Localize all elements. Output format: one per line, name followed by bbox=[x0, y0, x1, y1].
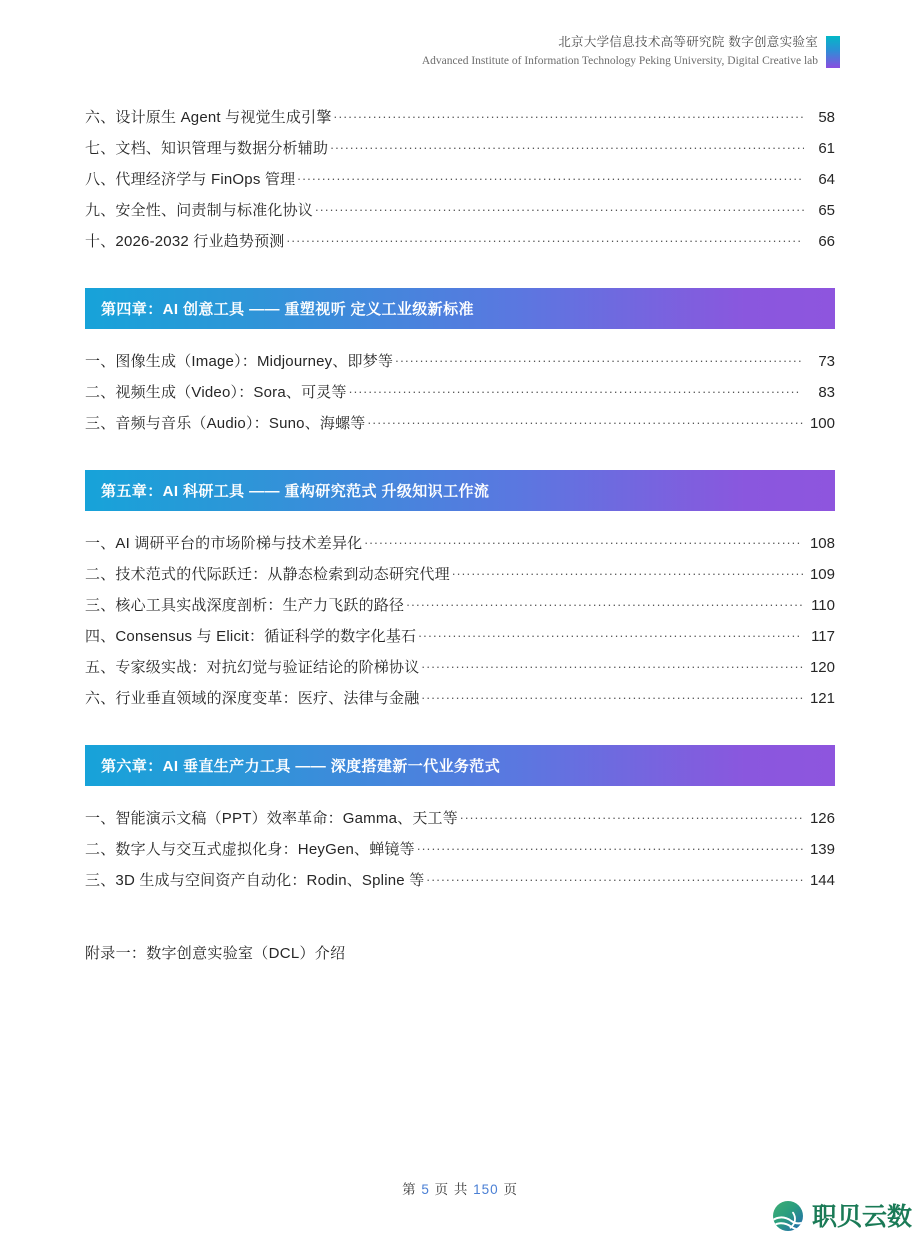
toc-row[interactable] bbox=[85, 350, 835, 381]
toc-row[interactable] bbox=[85, 625, 835, 656]
toc-leader-dots bbox=[368, 413, 805, 428]
toc-row[interactable] bbox=[85, 381, 835, 412]
page-header bbox=[80, 34, 840, 78]
toc-row[interactable] bbox=[85, 594, 835, 625]
toc-leader-dots bbox=[334, 107, 804, 122]
toc-entry-page: 108 bbox=[809, 535, 835, 552]
chapter-banner-6: 第六章：AI 垂直生产力工具 —— 深度搭建新一代业务范式 bbox=[85, 745, 835, 786]
page-footer bbox=[0, 1178, 920, 1198]
toc-entry-page: 110 bbox=[811, 597, 835, 614]
toc-row[interactable] bbox=[85, 838, 835, 869]
toc-row[interactable] bbox=[85, 106, 835, 137]
toc-leader-dots bbox=[421, 657, 804, 672]
zhibeiyunshu-circle-wave-icon bbox=[768, 1196, 808, 1236]
toc-entry-page: 58 bbox=[818, 109, 835, 126]
toc-leader-dots bbox=[418, 626, 801, 641]
spacer bbox=[85, 718, 835, 745]
toc-entry-page: 64 bbox=[818, 171, 835, 188]
spacer bbox=[85, 261, 835, 288]
toc-leader-dots bbox=[421, 688, 804, 703]
toc-leader-dots bbox=[452, 564, 804, 579]
toc-leader-dots bbox=[297, 169, 804, 184]
spacer bbox=[85, 443, 835, 470]
toc-row[interactable] bbox=[85, 656, 835, 687]
toc-entry-label: 八、代理经济学与 FinOps 管理 bbox=[85, 171, 296, 188]
chapter-banner-4: 第四章：AI 创意工具 —— 重塑视听 定义工业级新标准 bbox=[85, 288, 835, 329]
toc-entry-label: 九、安全性、问责制与标准化协议 bbox=[85, 202, 314, 219]
toc-row[interactable] bbox=[85, 137, 835, 168]
toc-entry-page: 100 bbox=[809, 415, 835, 432]
brand-name-label: 职贝云数 bbox=[811, 1201, 912, 1231]
toc-entry-label: 四、Consensus 与 Elicit：循证科学的数字化基石 bbox=[85, 628, 417, 645]
toc-leader-dots bbox=[315, 200, 804, 215]
toc-leader-dots bbox=[330, 138, 804, 153]
toc-leader-dots bbox=[417, 839, 804, 854]
toc-entry-label: 一、AI 调研平台的市场阶梯与技术差异化 bbox=[85, 535, 363, 552]
toc-leader-dots bbox=[460, 808, 804, 823]
toc-leader-dots bbox=[364, 533, 801, 548]
toc-entry-label: 六、设计原生 Agent 与视觉生成引擎 bbox=[85, 109, 332, 126]
toc-row[interactable] bbox=[85, 869, 835, 900]
brand-logo bbox=[768, 1196, 912, 1236]
toc-entry-label: 七、文档、知识管理与数据分析辅助 bbox=[85, 140, 329, 157]
toc-row[interactable] bbox=[85, 532, 835, 563]
toc-entry-label: 十、2026-2032 行业趋势预测 bbox=[85, 233, 285, 250]
toc-entry-label: 一、智能演示文稿（PPT）效率革命：Gamma、天工等 bbox=[85, 810, 458, 827]
toc-group-continued bbox=[85, 106, 835, 261]
toc-entry-label: 三、音频与音乐（Audio）：Suno、海螺等 bbox=[85, 415, 366, 432]
footer-prefix: 第 bbox=[402, 1182, 417, 1197]
toc-entry-label: 二、数字人与交互式虚拟化身：HeyGen、蝉镜等 bbox=[85, 841, 415, 858]
toc-entry-label: 三、3D 生成与空间资产自动化：Rodin、Spline 等 bbox=[85, 872, 425, 889]
toc-leader-dots bbox=[406, 595, 804, 610]
table-of-contents bbox=[85, 106, 835, 963]
toc-entry-label: 三、核心工具实战深度剖析：生产力飞跃的路径 bbox=[85, 597, 405, 614]
toc-entry-page: 83 bbox=[818, 384, 835, 401]
header-accent-bar bbox=[826, 36, 840, 68]
toc-row[interactable] bbox=[85, 412, 835, 443]
header-institution-en: Advanced Institute of Information Technology Peking University, Digital Creative lab bbox=[421, 55, 818, 67]
toc-entry-label: 五、专家级实战：对抗幻觉与验证结论的阶梯协议 bbox=[85, 659, 420, 676]
toc-group-chapter-6 bbox=[85, 807, 835, 900]
toc-entry-page: 144 bbox=[809, 872, 835, 889]
toc-group-chapter-4 bbox=[85, 350, 835, 443]
toc-entry-label: 二、视频生成（Video）：Sora、可灵等 bbox=[85, 384, 347, 401]
toc-group-chapter-5 bbox=[85, 532, 835, 718]
toc-entry-label: 二、技术范式的代际跃迁：从静态检索到动态研究代理 bbox=[85, 566, 450, 583]
spacer bbox=[85, 786, 835, 807]
toc-entry-page: 139 bbox=[809, 841, 835, 858]
toc-entry-page: 109 bbox=[809, 566, 835, 583]
toc-entry-page: 117 bbox=[811, 628, 835, 645]
footer-middle: 页 共 bbox=[434, 1182, 469, 1197]
toc-row[interactable] bbox=[85, 199, 835, 230]
appendix-entry[interactable]: 附录一：数字创意实验室（DCL）介绍 bbox=[85, 945, 346, 962]
toc-entry-page: 126 bbox=[809, 810, 835, 827]
header-institution-cn: 北京大学信息技术高等研究院 数字创意实验室 bbox=[558, 35, 818, 49]
toc-entry-label: 六、行业垂直领域的深度变革：医疗、法律与金融 bbox=[85, 690, 420, 707]
footer-current-page: 5 bbox=[421, 1182, 430, 1197]
footer-total-pages: 150 bbox=[473, 1182, 499, 1197]
toc-entry-page: 120 bbox=[809, 659, 835, 676]
toc-entry-page: 61 bbox=[818, 140, 835, 157]
toc-entry-page: 65 bbox=[818, 202, 835, 219]
toc-entry-page: 73 bbox=[818, 353, 835, 370]
toc-leader-dots bbox=[426, 870, 804, 885]
spacer bbox=[85, 511, 835, 532]
toc-row[interactable] bbox=[85, 807, 835, 838]
header-institution-block bbox=[422, 34, 818, 69]
toc-row[interactable] bbox=[85, 563, 835, 594]
toc-leader-dots bbox=[395, 351, 801, 366]
chapter-banner-5: 第五章：AI 科研工具 —— 重构研究范式 升级知识工作流 bbox=[85, 470, 835, 511]
footer-suffix: 页 bbox=[503, 1182, 518, 1197]
spacer bbox=[85, 329, 835, 350]
toc-row[interactable] bbox=[85, 687, 835, 718]
toc-row[interactable] bbox=[85, 230, 835, 261]
toc-row[interactable] bbox=[85, 168, 835, 199]
toc-leader-dots bbox=[349, 382, 801, 397]
toc-entry-label: 一、图像生成（Image）：Midjourney、即梦等 bbox=[85, 353, 394, 370]
toc-entry-page: 66 bbox=[818, 233, 835, 250]
toc-leader-dots bbox=[287, 231, 801, 246]
toc-entry-page: 121 bbox=[809, 690, 835, 707]
